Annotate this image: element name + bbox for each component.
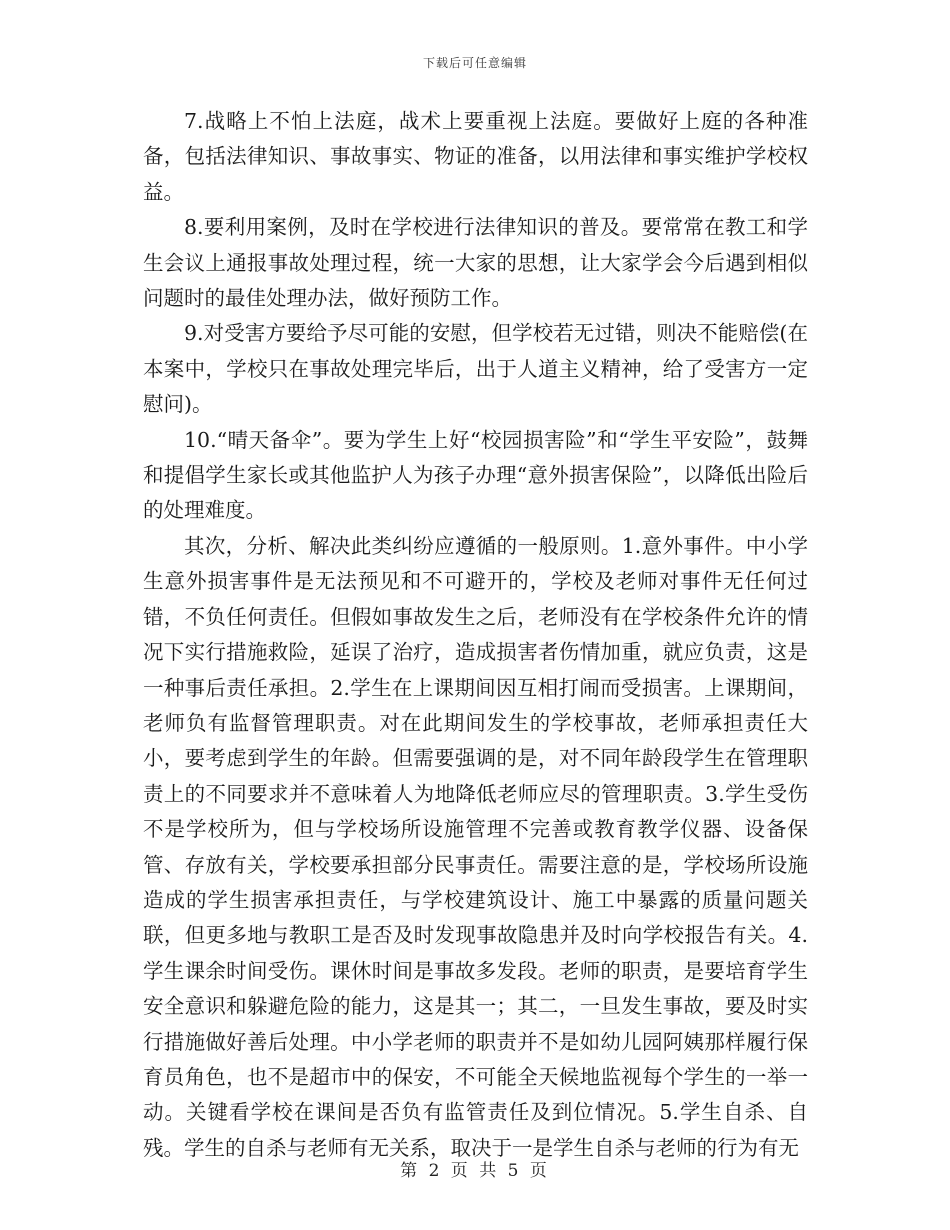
document-body: [143, 104, 808, 1166]
paragraph-principles: 其次，分析、解决此类纠纷应遵循的一般原则。1.意外事件。中小学生意外损害事件是无法预见和不可避开的，学校及老师对事件无任何过错，不负任何责任。但假如事故发生之后，老师没有在学校条件允许的情况下实行措施救险，延误了治疗，造成损害者伤情加重，就应负责，这是一种事后责任承担。2.学生在上课期间因互相打闹而受损害。上课期间，老师负有监督管理职责。对在此期间发生的学校事故，老师承担责任大小，要考虑到学生的年龄。但需要强调的是，对不同年龄段学生在管理职责上的不同要求并不意味着人为地降低老师应尽的管理职责。3.学生受伤不是学校所为，但与学校场所设施管理不完善或教育教学仪器、设备保管、存放有关，学校要承担部分民事责任。需要注意的是，学校场所设施造成的学生损害承担责任，与学校建筑设计、施工中暴露的质量问题关联，但更多地与教职工是否及时发现事故隐患并及时向学校报告有关。4.学生课余时间受伤。课休时间是事故多发段。老师的职责，是要培育学生安全意识和躲避危险的能力，这是其一；其二，一旦发生事故，要及时实行措施做好善后处理。中小学老师的职责并不是如幼儿园阿姨那样履行保育员角色，也不是超市中的保安，不可能全天候地监视每个学生的一举一动。关键看学校在课间是否负有监管责任及到位情况。5.学生自杀、自残。学生的自杀与老师有无关系，取决于一是学生自杀与老师的行为有无: [143, 533, 808, 1160]
paragraph-item-10: 10.“晴天备伞”。要为学生上好“校园损害险”和“学生平安险”，鼓舞和提倡学生家长或其他监护人为孩子办理“意外损害保险”，以降低出险后的处理难度。: [143, 427, 808, 523]
page-number-footer: 第 2 页 共 5 页: [400, 1161, 550, 1181]
page-header: 下载后可任意编辑: [422, 56, 527, 70]
paragraph-item-9: 9.对受害方要给予尽可能的安慰，但学校若无过错，则决不能赔偿(在本案中，学校只在事故处理完毕后，出于人道主义精神，给了受害方一定慰问)。: [143, 321, 808, 417]
paragraph-item-8: 8.要利用案例，及时在学校进行法律知识的普及。要常常在教工和学生会议上通报事故处理过程，统一大家的思想，让大家学会今后遇到相似问题时的最佳处理办法，做好预防工作。: [143, 215, 808, 311]
paragraph-item-7: 7.战略上不怕上法庭，战术上要重视上法庭。要做好上庭的各种准备，包括法律知识、事故事实、物证的准备，以用法律和事实维护学校权益。: [143, 109, 808, 204]
